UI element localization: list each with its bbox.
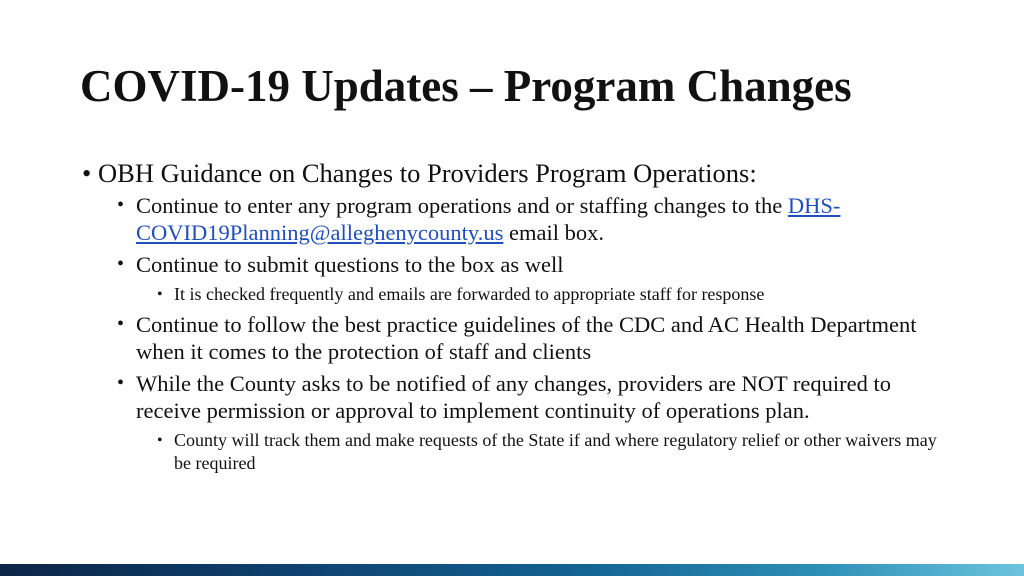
footer-gradient-bar	[0, 564, 1024, 576]
email-link[interactable]: DHS-COVID19Planning@alleghenycounty.us	[136, 193, 841, 245]
bullet-text: It is checked frequently and emails are forwarded to appropriate staff for response	[174, 284, 765, 304]
bullet-icon: •	[117, 194, 125, 216]
slide-title: COVID-19 Updates – Program Changes	[80, 61, 852, 111]
bullet-text: OBH Guidance on Changes to Providers Program Operations:	[98, 158, 757, 188]
bullet-icon: •	[82, 158, 92, 188]
bullet-text: Continue to enter any program operations and or staffing changes to the	[136, 193, 788, 218]
bullet-level1-obh-guidance	[80, 158, 950, 188]
bullet-level3-checked-frequently	[157, 283, 950, 306]
bullet-level2-submit-questions	[117, 251, 950, 278]
bullet-icon: •	[117, 313, 125, 335]
bullet-level2-best-practice	[117, 311, 950, 365]
bullet-level2-county-notified	[117, 370, 950, 424]
bullet-text: While the County asks to be notified of any changes, providers are NOT required to receive permission or approval to implement continuity of operations plan.	[136, 371, 892, 423]
slide-content	[80, 158, 950, 480]
bullet-icon: •	[117, 372, 125, 394]
bullet-text: County will track them and make requests of the State if and where regulatory relief or other waivers may be required	[174, 430, 937, 473]
bullet-icon: •	[157, 286, 163, 303]
bullet-icon: •	[157, 432, 163, 449]
bullet-text: Continue to follow the best practice guidelines of the CDC and AC Health Department when it comes to the protection of staff and clients	[136, 312, 917, 364]
bullet-level2-enter-changes	[117, 192, 950, 246]
bullet-text-suffix: email box.	[503, 220, 604, 245]
bullet-level3-county-track	[157, 429, 950, 475]
bullet-text: Continue to submit questions to the box as well	[136, 252, 564, 277]
bullet-icon: •	[117, 253, 125, 275]
